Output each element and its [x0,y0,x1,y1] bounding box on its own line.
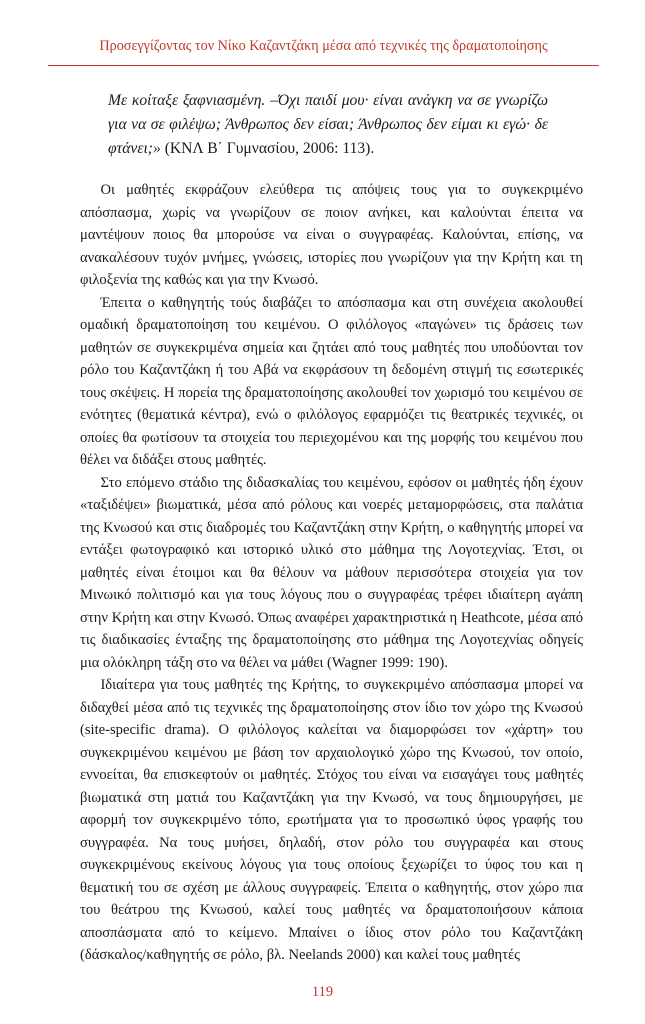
block-quote [108,89,548,161]
paragraph-3: Στο επόμενο στάδιο της διδασκαλίας του κειμένου, εφόσον οι μαθητές ήδη έχουν «ταξιδέψει» βιωματικά, μέσα από ρόλους και νοερές μεταμορφώσεις, στα παλάτια της Κνωσού και στις διαδρομές του Καζαντζάκη στην Κρήτη, ο καθηγητής μπορεί να εντάξει φωτογραφικό και ιστορικό υλικό στο μάθημα της Λογοτεχνίας. Έτσι, οι μαθητές είναι έτοιμοι και θα θέλουν να μάθουν περισσότερα στοιχεία για τον Μινωικό πολιτισμό και για τους λόγους που ο συγγραφέας τρέφει ιδιαίτερη αγάπη στην Κρήτη και στην Κνωσό. Όπως αναφέρει χαρακτηριστικά η Heathcote, μέσα από τις διαδικασίες ένταξης της δραματοποίησης στο μάθημα της Λογοτεχνίας οδηγείς μια ολόκληρη τάξη στο να θέλει να μάθει (Wagner 1999: 190). [80,474,583,671]
quote-text: Με κοίταξε ξαφνιασμένη. –Όχι παιδί μου· είναι ανάγκη να σε γνωρίζω για να σε φιλέψω; Άνθρωπος δεν είσαι; Άνθρωπος δεν είμαι κι εγώ· δε φτάνει;» [108,92,548,157]
header-rule [48,65,599,66]
paragraph-2: Έπειτα ο καθηγητής τούς διαβάζει το απόσπασμα και στη συνέχεια ακολουθεί ομαδική δραματοποίηση του κειμένου. Ο φιλόλογος «παγώνει» τις δράσεις των μαθητών σε συγκεκριμένα σημεία και ζητάει από τους μαθητές που υποδύονται τον ρόλο του Καζαντζάκη ή του Αβά να εκφράσουν τη δεδομένη στιγμή τις εσωτερικές τους σκέψεις. Η πορεία της δραματοποίησης ακολουθεί τον χωρισμό του κειμένου σε ενότητες (θεματικά κέντρα), ενώ ο φιλόλογος εφαρμόζει τις θεατρικές τεχνικές, οι οποίες θα φωτίσουν τα στοιχεία του περιεχομένου και της μορφής του κειμένου που θέλει να διδάξει στους μαθητές. [80,294,583,468]
paragraph-4: Ιδιαίτερα για τους μαθητές της Κρήτης, το συγκεκριμένο απόσπασμα μπορεί να διδαχθεί μέσα από τις τεχνικές της δραματοποίησης στον ίδιο τον χώρο της Κνωσού (site-specific drama). Ο φιλόλογος καλείται να διαμορφώσει τον «χάρτη» του συγκεκριμένου κειμένου με βάση τον αρχαιολογικό χώρο της Κνωσού, τον οποίο, εννοείται, θα επισκεφτούν οι μαθητές. Στόχος του είναι να εισαγάγει τους μαθητές βιωματικά στη ματιά του Καζαντζάκη για την Κνωσό, να τους δημιουργήσει, με αφορμή τον συγκεκριμένο τόπο, ερωτήματα για το προσωπικό ύφος γραφής του συγγραφέα. Να τους μυήσει, δηλαδή, στον ρόλο του συγγραφέα και στους συγκεκριμένους εκείνους λόγους για τους οποίους ξεχωρίζει το ύφος του και η θεματική του σε σχέση με άλλους συγγραφείς. Έπειτα ο καθηγητής, στον χώρο πια του θεάτρου της Κνωσού, καλεί τους μαθητές να δραματοποιήσουν κάποια αποσπάσματα από το κείμενο. Μπαίνει ο ίδιος στον ρόλο του Καζαντζάκη (δάσκαλος/καθηγητής σε ρόλο, βλ. Neelands 2000) και καλεί τους μαθητές [80,677,583,963]
running-header: Προσεγγίζοντας τον Νίκο Καζαντζάκη μέσα από τεχνικές της δραματοποίησης [99,38,548,54]
body-text [80,179,583,967]
quote-citation: (ΚΝΛ Β΄ Γυμνασίου, 2006: 113). [164,140,375,157]
paragraph-1: Οι μαθητές εκφράζουν ελεύθερα τις απόψεις τους για το συγκεκριμένο απόσπασμα, χωρίς να γνωρίζουν σε ποιον ανήκει, και καλούνται έπειτα να μαντέψουν ποιος θα μπορούσε να είναι ο συγγραφέας. Καλούνται, επίσης, να ανακαλέσουν τυχόν μνήμες, γνώσεις, ιστορίες που γνωρίζουν για την Κρήτη και τη φιλοξενία της καθώς και για την Κνωσό. [80,182,583,288]
page-number: 119 [311,984,334,1000]
